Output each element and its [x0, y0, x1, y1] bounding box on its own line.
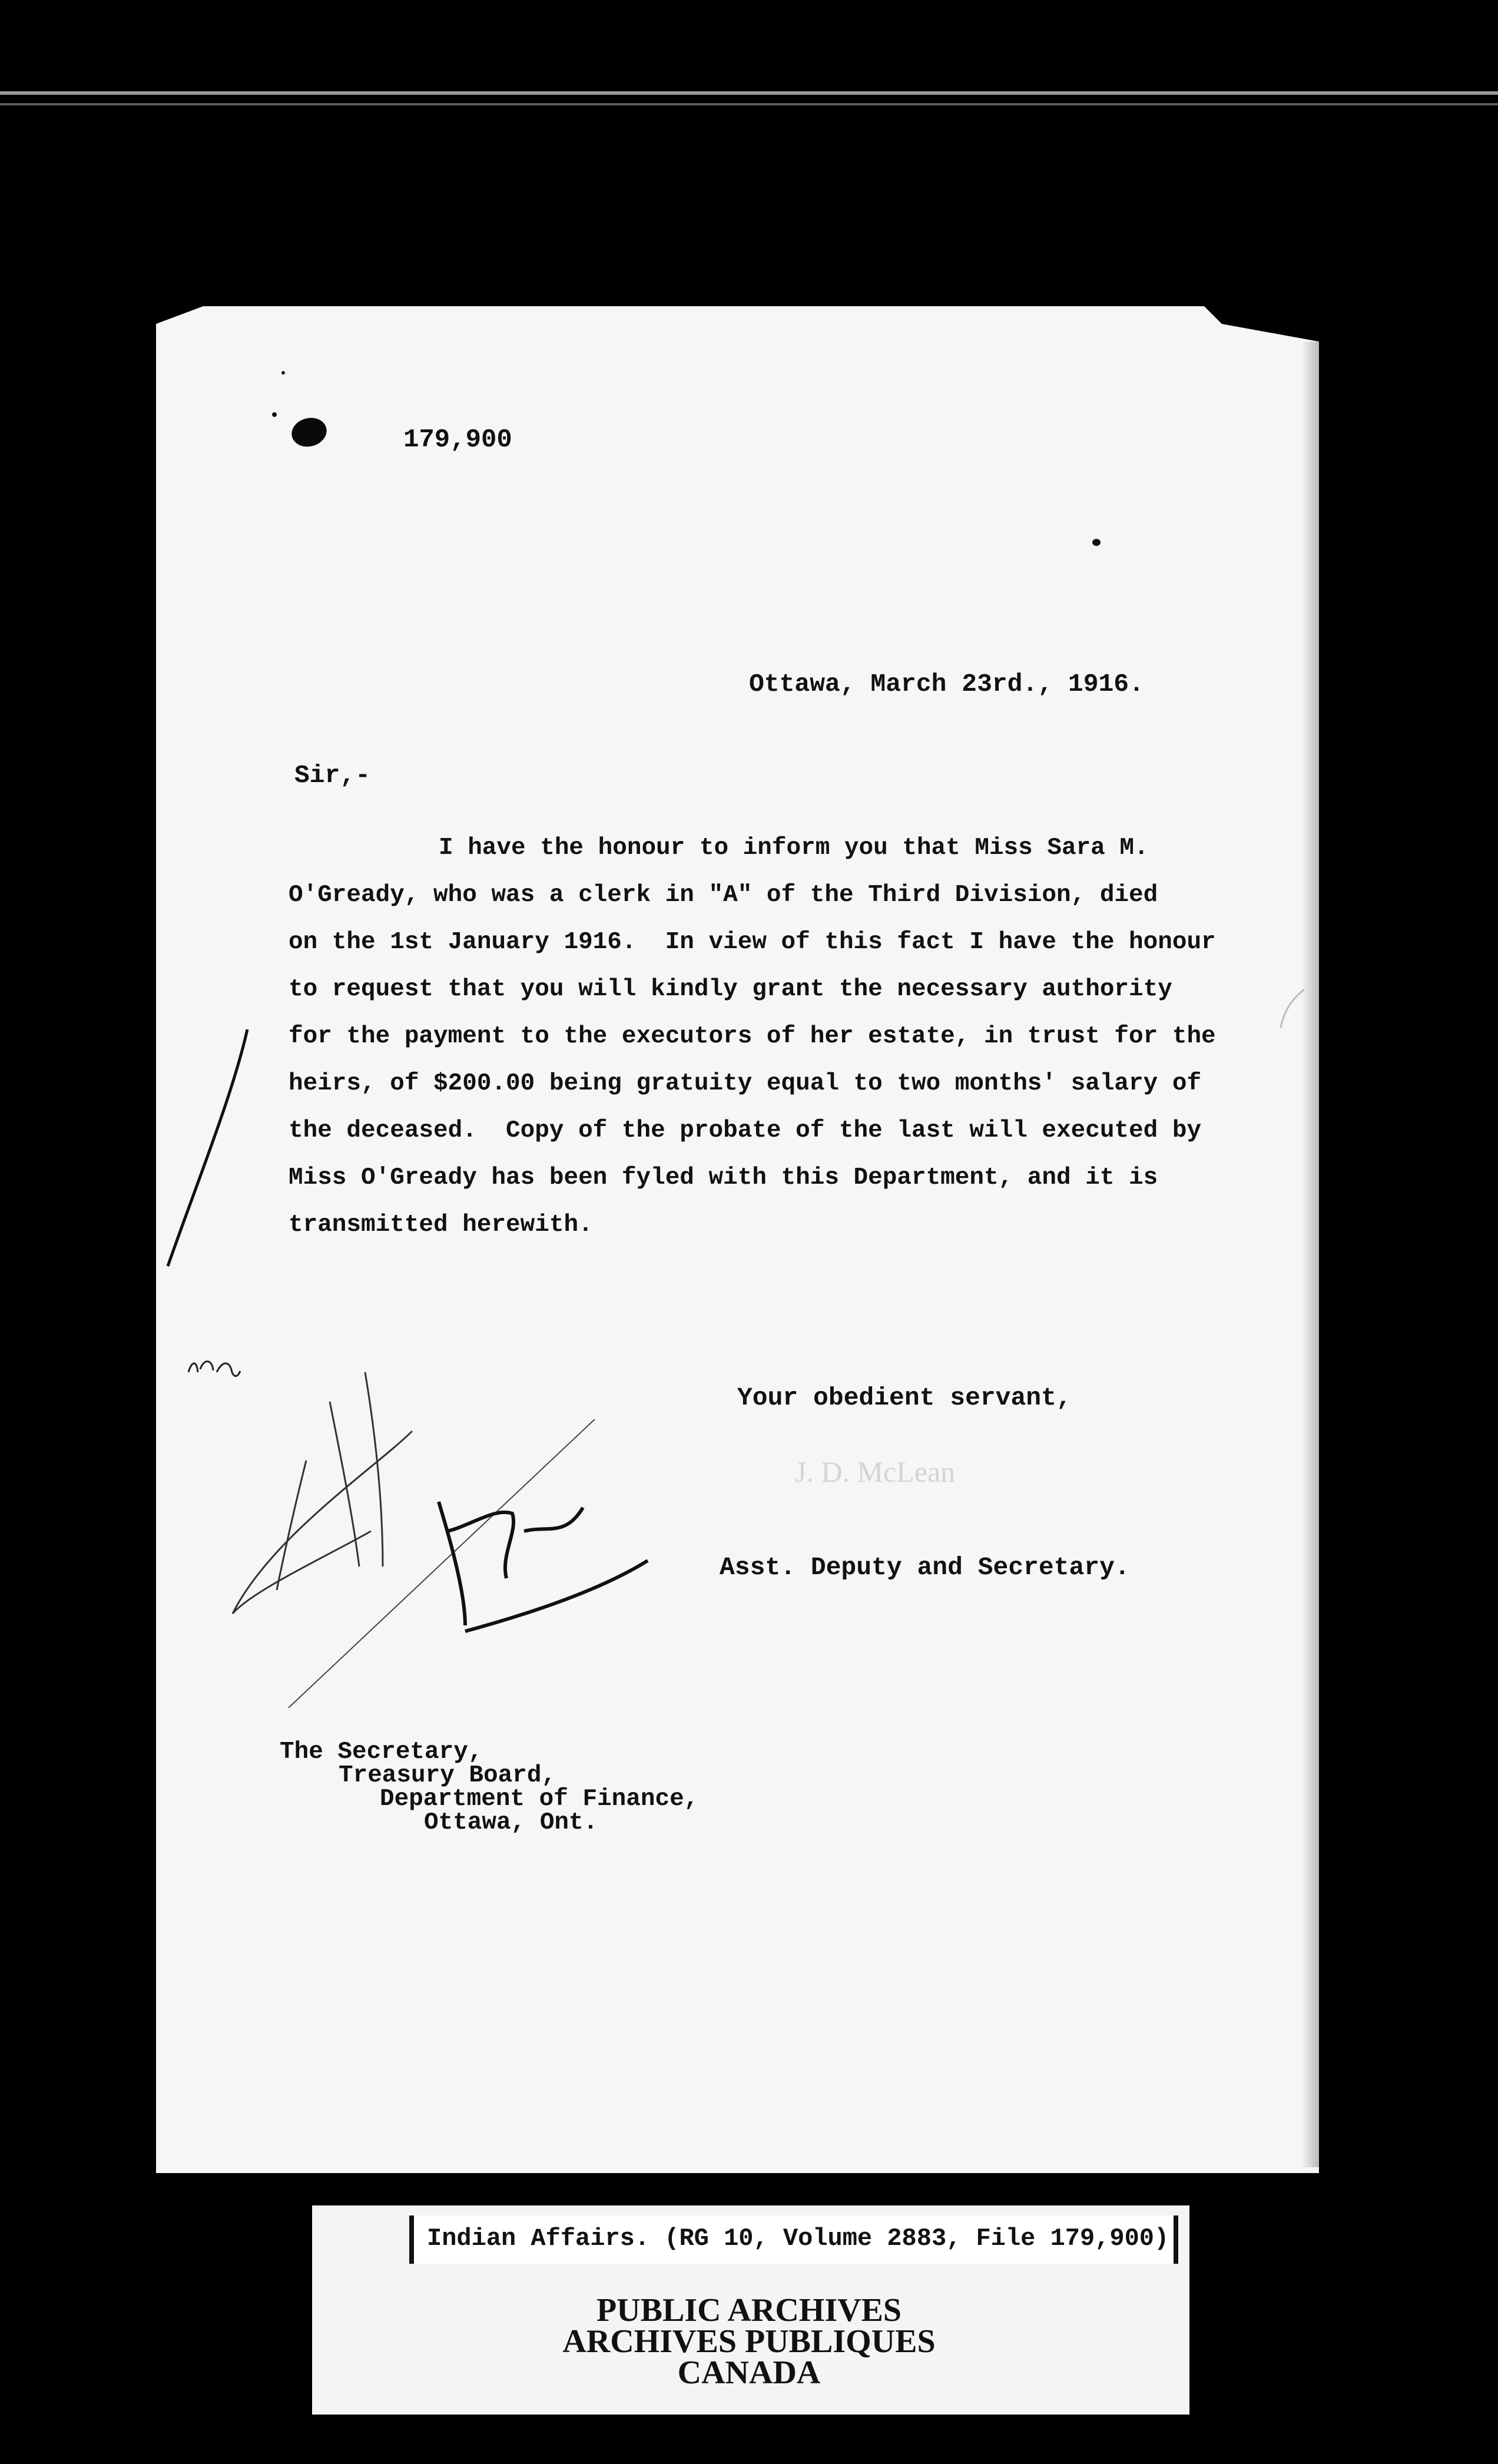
body-line: transmitted herewith. — [289, 1211, 593, 1238]
handwritten-signature-left — [233, 1372, 412, 1614]
diagonal-pen-line — [289, 1419, 595, 1708]
archive-name-en: PUBLIC ARCHIVES — [596, 2292, 902, 2329]
address-line: Ottawa, Ont. — [424, 1809, 598, 1836]
handwritten-signature-right — [439, 1502, 648, 1631]
file-number: 179,900 — [403, 425, 512, 455]
body-line: Miss O'Gready has been fyled with this Department, and it is — [289, 1164, 1158, 1191]
body-line: heirs, of $200.00 being gratuity equal to two months' salary of — [289, 1070, 1202, 1097]
body-line: O'Gready, who was a clerk in "A" of the Third Division, died — [289, 882, 1158, 909]
archive-reference-strip — [409, 2215, 1178, 2264]
archive-country: CANADA — [677, 2354, 821, 2391]
address-line: The Secretary, — [280, 1738, 483, 1766]
body-line: I have the honour to inform you that Miss Sara M. — [439, 834, 1149, 862]
body-line: the deceased. Copy of the probate of the last will executed by — [289, 1117, 1202, 1144]
body-line: on the 1st January 1916. In view of this fact I have the honour — [289, 929, 1216, 956]
body-line: to request that you will kindly grant the necessary authority — [289, 976, 1172, 1003]
archive-reference: Indian Affairs. (RG 10, Volume 2883, File 179,900) — [427, 2224, 1169, 2253]
body-line: for the payment to the executors of her estate, in trust for the — [289, 1023, 1216, 1050]
closing: Your obedient servant, — [737, 1383, 1072, 1412]
address-line: Treasury Board, — [339, 1762, 556, 1789]
faint-margin-mark — [1281, 989, 1304, 1028]
faint-name-stamp: J. D. McLean — [795, 1455, 956, 1488]
letter-date: Ottawa, March 23rd., 1916. — [749, 670, 1144, 698]
margin-vertical-stroke — [168, 1029, 247, 1266]
margin-initials — [188, 1362, 240, 1376]
address-line: Department of Finance, — [380, 1786, 699, 1813]
salutation: Sir,- — [294, 761, 371, 790]
archive-name-fr: ARCHIVES PUBLIQUES — [562, 2323, 936, 2360]
signatory-title: Asst. Deputy and Secretary. — [720, 1553, 1130, 1582]
